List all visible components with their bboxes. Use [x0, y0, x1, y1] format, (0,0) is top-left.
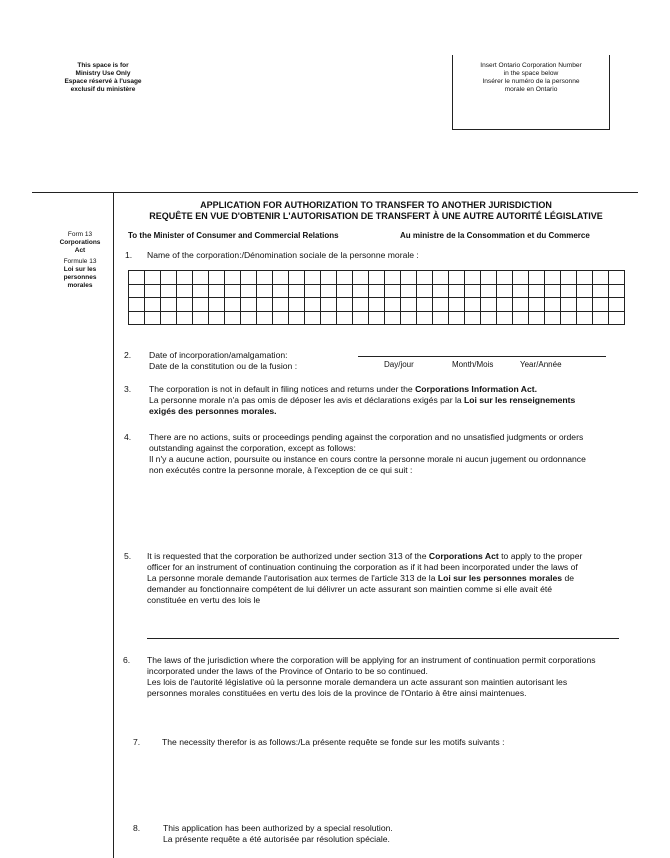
name-grid-cell[interactable] [257, 298, 273, 312]
corp-number-line: in the space below [503, 70, 559, 77]
item-1-number: 1. [125, 250, 133, 260]
name-grid-cell[interactable] [145, 298, 161, 312]
name-grid-cell[interactable] [193, 271, 209, 285]
name-grid-cell[interactable] [305, 284, 321, 298]
name-grid-cell[interactable] [321, 311, 337, 325]
item-5-line: La personne morale demande l'autorisation aux termes de l'article 313 de la [147, 573, 438, 583]
name-grid-cell[interactable] [369, 298, 385, 312]
name-grid-cell[interactable] [353, 298, 369, 312]
name-grid-cell[interactable] [465, 271, 481, 285]
loi-personnes-morales: Loi sur les personnes morales [437, 573, 563, 583]
name-grid-cell[interactable] [161, 284, 177, 298]
item-5-line: officer for an instrument of continuation continuing the corporation as if it had been incorporated under the laws of [147, 562, 578, 572]
name-grid-cell[interactable] [289, 271, 305, 285]
corp-number-line: Insert Ontario Corporation Number [480, 62, 582, 69]
name-grid-cell[interactable] [321, 284, 337, 298]
name-grid-cell[interactable] [577, 298, 593, 312]
name-grid-cell[interactable] [241, 284, 257, 298]
name-grid-cell[interactable] [129, 311, 145, 325]
name-grid-cell[interactable] [593, 298, 609, 312]
name-grid-cell[interactable] [481, 284, 497, 298]
form-label-line: Form 13 [67, 231, 93, 238]
name-grid-cell[interactable] [529, 271, 545, 285]
margin-divider [113, 192, 114, 858]
name-grid-cell[interactable] [209, 271, 225, 285]
name-grid-cell[interactable] [513, 271, 529, 285]
item-8-line: This application has been authorized by a special resolution. [163, 823, 393, 833]
date-label-year: Year/Année [520, 360, 562, 369]
name-grid-cell[interactable] [497, 271, 513, 285]
name-grid-cell[interactable] [417, 284, 433, 298]
name-grid-cell[interactable] [145, 284, 161, 298]
item-8-text [163, 823, 393, 845]
name-grid-row [129, 284, 625, 298]
item-4-line: non exécutés contre la personne morale, à l'exception de ce qui suit : [149, 465, 413, 475]
name-grid-cell[interactable] [545, 271, 561, 285]
form-label-line: Loi sur les [63, 266, 97, 273]
name-grid-cell[interactable] [225, 284, 241, 298]
corp-number-line: morale en Ontario [504, 86, 558, 93]
name-grid-cell[interactable] [369, 284, 385, 298]
name-grid-row [129, 311, 625, 325]
name-grid-cell[interactable] [465, 284, 481, 298]
name-grid-cell[interactable] [257, 311, 273, 325]
name-grid-cell[interactable] [481, 271, 497, 285]
ministry-use-line: Espace réservé à l'usage [64, 78, 142, 85]
name-grid-cell[interactable] [609, 311, 625, 325]
name-grid-cell[interactable] [561, 284, 577, 298]
name-grid-cell[interactable] [577, 284, 593, 298]
name-grid-cell[interactable] [497, 284, 513, 298]
name-grid-cell[interactable] [609, 298, 625, 312]
name-grid-cell[interactable] [401, 298, 417, 312]
form-label-line: Corporations [59, 239, 101, 246]
name-grid-cell[interactable] [177, 271, 193, 285]
name-grid-cell[interactable] [353, 271, 369, 285]
name-grid-cell[interactable] [433, 284, 449, 298]
name-grid-cell[interactable] [177, 298, 193, 312]
name-grid-row [129, 298, 625, 312]
name-grid-cell[interactable] [225, 271, 241, 285]
name-grid-cell[interactable] [593, 271, 609, 285]
item-2-line: Date de la constitution ou de la fusion : [149, 361, 298, 371]
date-label-day: Day/jour [384, 360, 414, 369]
name-grid-cell[interactable] [593, 311, 609, 325]
name-grid-cell[interactable] [241, 298, 257, 312]
name-grid-cell[interactable] [497, 298, 513, 312]
item-2-text [149, 350, 297, 372]
name-grid-cell[interactable] [449, 271, 465, 285]
name-grid-cell[interactable] [513, 298, 529, 312]
item-7-text: The necessity therefor is as follows:/La présente requête se fonde sur les motifs suivants : [162, 737, 505, 747]
name-grid-cell[interactable] [481, 311, 497, 325]
item-5-line: It is requested that the corporation be authorized under section 313 of the [147, 551, 429, 561]
item-4-number: 4. [124, 432, 132, 442]
item-4-line: Il n'y a aucune action, poursuite ou instance en cours contre la personne morale ni aucun jugement ou ordonnance [149, 454, 586, 464]
title-fr: REQUÊTE EN VUE D'OBTENIR L'AUTORISATION DE TRANSFERT À UNE AUTRE AUTORITÉ LÉGISLATIVE [149, 211, 603, 221]
name-grid-cell[interactable] [417, 271, 433, 285]
item-5-number: 5. [124, 551, 132, 561]
item-5-line: constituée en vertu des lois le [147, 595, 261, 605]
name-grid-cell[interactable] [305, 298, 321, 312]
ministry-use-line: This space is for [77, 62, 129, 69]
name-grid-cell[interactable] [401, 284, 417, 298]
name-grid-cell[interactable] [593, 284, 609, 298]
name-grid-cell[interactable] [449, 284, 465, 298]
name-grid-cell[interactable] [273, 284, 289, 298]
name-grid-cell[interactable] [417, 311, 433, 325]
name-grid-cell[interactable] [305, 311, 321, 325]
item-5-line: to apply to the proper [498, 551, 583, 561]
name-grid-cell[interactable] [225, 311, 241, 325]
title-en: APPLICATION FOR AUTHORIZATION TO TRANSFER TO ANOTHER JURISDICTION [200, 200, 552, 210]
corporations-information-act: Corporations Information Act. [415, 384, 537, 394]
name-grid-row [129, 271, 625, 285]
item-6-line: Les lois de l'autorité législative où la personne morale demandera un acte assurant son maintien autorisant les [147, 677, 568, 687]
name-grid-cell[interactable] [385, 284, 401, 298]
name-grid-cell[interactable] [241, 271, 257, 285]
ministry-use-line: exclusif du ministère [70, 86, 136, 93]
name-grid-cell[interactable] [225, 298, 241, 312]
name-grid-cell[interactable] [129, 284, 145, 298]
date-input-line[interactable] [358, 356, 606, 357]
name-grid-cell[interactable] [577, 311, 593, 325]
item-3-line: La personne morale n'a pas omis de déposer les avis et déclarations exigés par la [149, 395, 465, 405]
corp-number-line: Insérer le numéro de la personne [482, 78, 580, 85]
name-grid-cell[interactable] [561, 271, 577, 285]
name-grid-cell[interactable] [289, 311, 305, 325]
name-grid-cell[interactable] [577, 271, 593, 285]
item-1-text: Name of the corporation:/Dénomination sociale de la personne morale : [147, 250, 419, 260]
item-5-text [147, 551, 639, 606]
name-grid-cell[interactable] [609, 271, 625, 285]
name-grid-cell[interactable] [481, 298, 497, 312]
section-divider [32, 192, 638, 193]
name-grid-cell[interactable] [257, 284, 273, 298]
name-grid-cell[interactable] [337, 271, 353, 285]
item-6-line: The laws of the jurisdiction where the corporation will be applying for an instrument of continuation permit corporations [147, 655, 596, 665]
item-3-text [149, 384, 629, 417]
name-grid-cell[interactable] [161, 298, 177, 312]
name-grid-cell[interactable] [209, 298, 225, 312]
name-grid-cell[interactable] [321, 298, 337, 312]
name-grid-cell[interactable] [193, 311, 209, 325]
name-grid-cell[interactable] [369, 271, 385, 285]
name-grid-cell[interactable] [145, 271, 161, 285]
name-grid-cell[interactable] [209, 284, 225, 298]
item-2-number: 2. [124, 350, 132, 360]
name-grid-cell[interactable] [513, 311, 529, 325]
corporation-number-instructions [452, 62, 610, 94]
name-grid-cell[interactable] [417, 298, 433, 312]
item-6-number: 6. [123, 655, 131, 665]
name-grid-cell[interactable] [385, 271, 401, 285]
ministry-use-line: Ministry Use Only [75, 70, 131, 77]
name-grid-cell[interactable] [353, 284, 369, 298]
item-6-line: incorporated under the laws of the Province of Ontario to be so continued. [147, 666, 428, 676]
jurisdiction-input-line[interactable] [147, 638, 619, 639]
corporation-name-grid[interactable] [128, 270, 625, 325]
name-grid-cell[interactable] [561, 311, 577, 325]
name-grid-cell[interactable] [337, 284, 353, 298]
item-4-text [149, 432, 639, 476]
name-grid-cell[interactable] [321, 271, 337, 285]
addressee-en: To the Minister of Consumer and Commercial Relations [128, 231, 339, 240]
item-3-number: 3. [124, 384, 132, 394]
name-grid-cell[interactable] [449, 298, 465, 312]
name-grid-cell[interactable] [161, 311, 177, 325]
name-grid-cell[interactable] [209, 311, 225, 325]
name-grid-cell[interactable] [337, 311, 353, 325]
name-grid-cell[interactable] [273, 298, 289, 312]
item-8-number: 8. [133, 823, 141, 833]
name-grid-cell[interactable] [433, 311, 449, 325]
name-grid-cell[interactable] [161, 271, 177, 285]
name-grid-cell[interactable] [145, 311, 161, 325]
form-label [48, 231, 112, 290]
name-grid-cell[interactable] [561, 298, 577, 312]
name-grid-cell[interactable] [609, 284, 625, 298]
name-grid-cell[interactable] [193, 284, 209, 298]
form-label-line: Act [74, 247, 86, 254]
name-grid-cell[interactable] [529, 284, 545, 298]
corporations-act: Corporations Act [428, 551, 499, 561]
name-grid-cell[interactable] [177, 311, 193, 325]
name-grid-cell[interactable] [401, 271, 417, 285]
name-grid-cell[interactable] [289, 298, 305, 312]
name-grid-cell[interactable] [385, 311, 401, 325]
name-grid-cell[interactable] [369, 311, 385, 325]
name-grid-cell[interactable] [545, 311, 561, 325]
name-grid-cell[interactable] [497, 311, 513, 325]
name-grid-cell[interactable] [449, 311, 465, 325]
name-grid-cell[interactable] [545, 284, 561, 298]
item-6-text [147, 655, 639, 699]
item-4-line: There are no actions, suits or proceedings pending against the corporation and no unsatisfied judgments or orders [149, 432, 584, 442]
name-grid-cell[interactable] [513, 284, 529, 298]
name-grid-cell[interactable] [129, 298, 145, 312]
form-label-line: morales [67, 282, 93, 289]
name-grid-cell[interactable] [545, 298, 561, 312]
name-grid-cell[interactable] [529, 311, 545, 325]
name-grid-cell[interactable] [385, 298, 401, 312]
name-grid-cell[interactable] [433, 298, 449, 312]
name-grid-cell[interactable] [289, 284, 305, 298]
name-grid-cell[interactable] [129, 271, 145, 285]
name-grid-cell[interactable] [257, 271, 273, 285]
name-grid-cell[interactable] [401, 311, 417, 325]
form-label-line: personnes [63, 274, 97, 281]
form-title [116, 200, 636, 222]
item-6-line: personnes morales constituées en vertu des lois de la province de l'Ontario à être ainsi maintenues. [147, 688, 527, 698]
name-grid-cell[interactable] [529, 298, 545, 312]
name-grid-cell[interactable] [337, 298, 353, 312]
name-grid-cell[interactable] [273, 311, 289, 325]
item-2-line: Date of incorporation/amalgamation: [149, 350, 288, 360]
name-grid-cell[interactable] [433, 271, 449, 285]
name-grid-cell[interactable] [305, 271, 321, 285]
ministry-use-notice [48, 62, 158, 94]
form-label-line: Formule 13 [63, 258, 97, 265]
name-grid-cell[interactable] [273, 271, 289, 285]
item-5-line: de [562, 573, 575, 583]
item-7-number: 7. [133, 737, 141, 747]
item-3-line: The corporation is not in default in filing notices and returns under the [149, 384, 416, 394]
name-grid-cell[interactable] [193, 298, 209, 312]
addressee-fr: Au ministre de la Consommation et du Commerce [400, 231, 590, 240]
name-grid-cell[interactable] [177, 284, 193, 298]
item-8-line: La présente requête a été autorisée par résolution spéciale. [163, 834, 390, 844]
loi-renseignements: Loi sur les renseignements [464, 395, 576, 405]
name-grid-cell[interactable] [353, 311, 369, 325]
date-label-month: Month/Mois [452, 360, 494, 369]
name-grid-cell[interactable] [465, 298, 481, 312]
item-5-line: demander au fonctionnaire compétent de lui délivrer un acte assurant son maintien comme si elle avait été [147, 584, 553, 594]
item-3-line: exigés des personnes morales. [149, 406, 277, 416]
name-grid-cell[interactable] [465, 311, 481, 325]
item-4-line: outstanding against the corporation, except as follows: [149, 443, 356, 453]
name-grid-cell[interactable] [241, 311, 257, 325]
